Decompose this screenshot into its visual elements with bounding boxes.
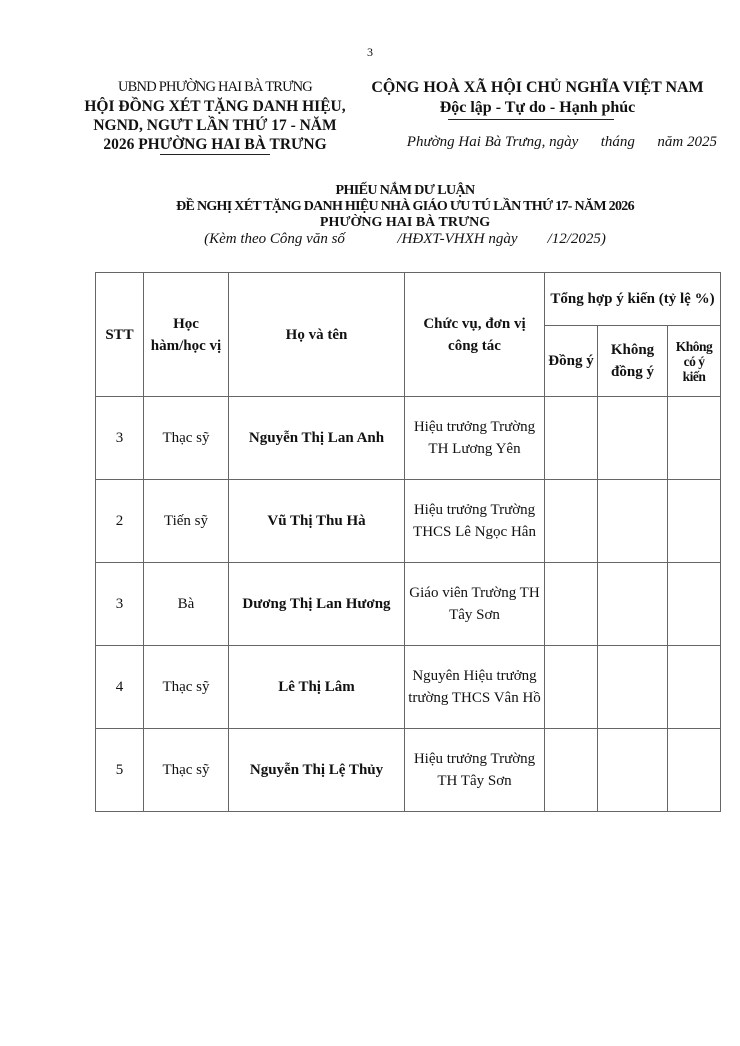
cell-name: Vũ Thị Thu Hà bbox=[229, 480, 405, 563]
page-number: 3 bbox=[367, 45, 373, 59]
header-position: Chức vụ, đơn vị công tác bbox=[405, 273, 545, 397]
cell-agree[interactable] bbox=[545, 729, 598, 812]
cell-degree: Thạc sỹ bbox=[144, 646, 229, 729]
cell-name: Lê Thị Lâm bbox=[229, 646, 405, 729]
header-no-opinion: Không có ý kiến bbox=[668, 326, 721, 397]
table-row bbox=[96, 480, 721, 563]
table-row bbox=[96, 646, 721, 729]
cell-agree[interactable] bbox=[545, 397, 598, 480]
cell-no-opinion[interactable] bbox=[668, 480, 721, 563]
national-header bbox=[345, 78, 730, 118]
motto-underline bbox=[448, 119, 614, 120]
cell-disagree[interactable] bbox=[598, 563, 668, 646]
title-line2: ĐỀ NGHỊ XÉT TẶNG DANH HIỆU NHÀ GIÁO ƯU TÚ LẦN THỨ 17- NĂM 2026 bbox=[176, 199, 634, 214]
cell-name: Nguyễn Thị Lệ Thủy bbox=[229, 729, 405, 812]
cell-stt: 2 bbox=[96, 480, 144, 563]
cell-stt: 4 bbox=[96, 646, 144, 729]
council-name-line1: HỘI ĐỒNG XÉT TẶNG DANH HIỆU, bbox=[84, 98, 346, 115]
cell-disagree[interactable] bbox=[598, 480, 668, 563]
cell-position: Hiệu trưởng Trường THCS Lê Ngọc Hân bbox=[405, 480, 545, 563]
cell-no-opinion[interactable] bbox=[668, 729, 721, 812]
header-disagree: Không đồng ý bbox=[598, 326, 668, 397]
cell-stt: 3 bbox=[96, 397, 144, 480]
table-row bbox=[96, 729, 721, 812]
cell-degree: Bà bbox=[144, 563, 229, 646]
cell-agree[interactable] bbox=[545, 480, 598, 563]
header-agree: Đồng ý bbox=[545, 326, 598, 397]
issuing-agency-header bbox=[75, 78, 355, 154]
header-name: Họ và tên bbox=[229, 273, 405, 397]
title-line1: PHIẾU NẮM DƯ LUẬN bbox=[335, 183, 475, 198]
cell-agree[interactable] bbox=[545, 563, 598, 646]
cell-position: Nguyên Hiệu trưởng trường THCS Vân Hồ bbox=[405, 646, 545, 729]
header-opinion-group: Tổng hợp ý kiến (tỷ lệ %) bbox=[545, 273, 721, 326]
document-title bbox=[80, 183, 730, 247]
cell-no-opinion[interactable] bbox=[668, 563, 721, 646]
council-name-line3: 2026 PHƯỜNG HAI BÀ TRƯNG bbox=[103, 136, 327, 153]
cell-no-opinion[interactable] bbox=[668, 646, 721, 729]
header-stt: STT bbox=[96, 273, 144, 397]
cell-disagree[interactable] bbox=[598, 397, 668, 480]
table-row bbox=[96, 563, 721, 646]
cell-position: Hiệu trưởng Trường TH Tây Sơn bbox=[405, 729, 545, 812]
survey-table bbox=[95, 272, 721, 812]
table-row bbox=[96, 397, 721, 480]
cell-position: Hiệu trưởng Trường TH Lương Yên bbox=[405, 397, 545, 480]
cell-stt: 3 bbox=[96, 563, 144, 646]
cell-no-opinion[interactable] bbox=[668, 397, 721, 480]
cell-degree: Thạc sỹ bbox=[144, 397, 229, 480]
cell-degree: Tiến sỹ bbox=[144, 480, 229, 563]
title-reference-line: (Kèm theo Công văn số /HĐXT-VHXH ngày /12/2025) bbox=[204, 231, 606, 247]
cell-disagree[interactable] bbox=[598, 646, 668, 729]
national-motto: Độc lập - Tự do - Hạnh phúc bbox=[439, 99, 636, 116]
header-degree: Học hàm/học vị bbox=[144, 273, 229, 397]
agency-name: UBND PHƯỜNG HAI BÀ TRƯNG bbox=[118, 79, 312, 95]
nation-title: CỘNG HOÀ XÃ HỘI CHỦ NGHĨA VIỆT NAM bbox=[371, 79, 704, 96]
left-header-divider bbox=[160, 154, 270, 155]
cell-name: Nguyễn Thị Lan Anh bbox=[229, 397, 405, 480]
cell-disagree[interactable] bbox=[598, 729, 668, 812]
place-date-line: Phường Hai Bà Trưng, ngày tháng năm 2025 bbox=[406, 134, 717, 150]
cell-degree: Thạc sỹ bbox=[144, 729, 229, 812]
cell-agree[interactable] bbox=[545, 646, 598, 729]
cell-position: Giáo viên Trường TH Tây Sơn bbox=[405, 563, 545, 646]
title-line3: PHƯỜNG HAI BÀ TRƯNG bbox=[319, 215, 491, 230]
cell-stt: 5 bbox=[96, 729, 144, 812]
council-name-line2: NGND, NGƯT LẦN THỨ 17 - NĂM bbox=[93, 117, 337, 134]
cell-name: Dương Thị Lan Hương bbox=[229, 563, 405, 646]
